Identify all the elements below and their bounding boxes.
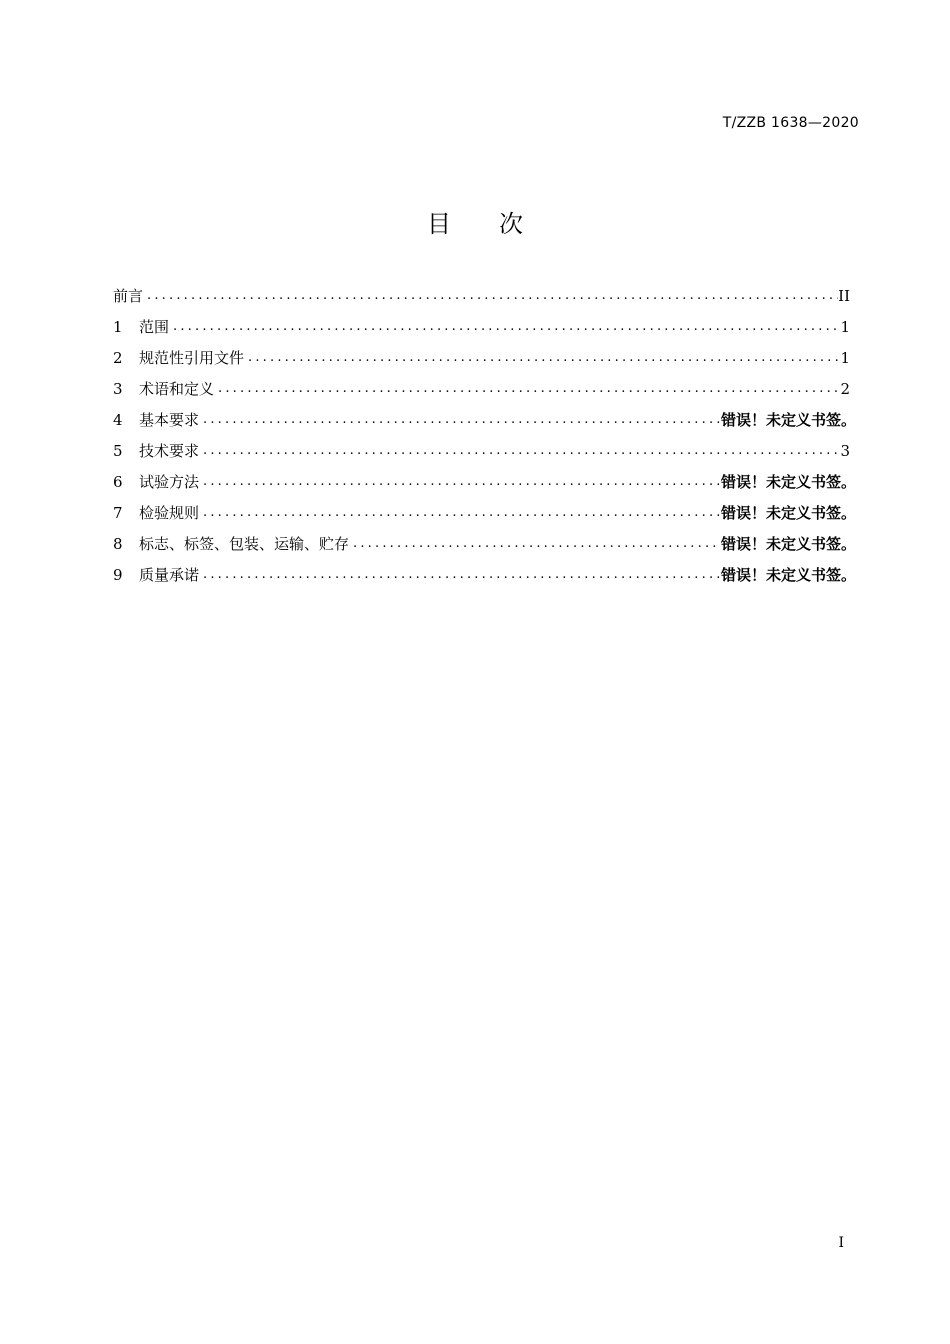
toc-item-label: 技术要求 (139, 442, 200, 460)
standard-code: T/ZZB 1638—2020 (722, 115, 859, 131)
toc-item-scope[interactable] (113, 311, 850, 342)
toc-leader-dots (353, 536, 721, 551)
toc-item-label: 质量承诺 (139, 566, 200, 584)
toc-item-label: 基本要求 (139, 411, 200, 429)
toc-list (113, 280, 856, 590)
toc-item-page-error: 错误！未定义书签。 (720, 504, 856, 522)
toc-item-page: II (838, 286, 850, 305)
toc-item-page-error: 错误！未定义书签。 (720, 566, 856, 584)
toc-item-page-error: 错误！未定义书签。 (720, 473, 856, 491)
toc-leader-dots (147, 288, 838, 303)
toc-item-label: 试验方法 (139, 473, 200, 491)
toc-leader-dots (248, 350, 840, 365)
toc-leader-dots (203, 567, 721, 582)
toc-item-marking-packaging[interactable] (113, 528, 856, 559)
toc-item-foreword[interactable] (113, 280, 850, 311)
toc-item-label: 范围 (139, 318, 170, 336)
toc-item-quality-commitment[interactable] (113, 559, 856, 590)
toc-item-number: 3 (113, 379, 123, 398)
toc-item-label: 检验规则 (139, 504, 200, 522)
toc-item-page: 3 (840, 441, 850, 460)
toc-item-number: 6 (113, 472, 123, 491)
toc-leader-dots (203, 474, 721, 489)
toc-item-page: 1 (840, 348, 850, 367)
toc-leader-dots (203, 412, 721, 427)
toc-title: 目 次 (427, 210, 523, 238)
toc-item-label: 前言 (113, 287, 144, 305)
toc-leader-dots (203, 505, 721, 520)
toc-item-label: 标志、标签、包装、运输、贮存 (139, 535, 350, 553)
toc-item-test-methods[interactable] (113, 466, 856, 497)
toc-item-number: 5 (113, 441, 123, 460)
toc-item-number: 2 (113, 348, 123, 367)
toc-item-basic-requirements[interactable] (113, 404, 856, 435)
toc-item-number: 4 (113, 410, 123, 429)
toc-item-number: 9 (113, 565, 123, 584)
toc-item-label: 规范性引用文件 (139, 349, 245, 367)
toc-item-page-error: 错误！未定义书签。 (720, 535, 856, 553)
toc-item-page-error: 错误！未定义书签。 (720, 411, 856, 429)
toc-item-number: 8 (113, 534, 123, 553)
toc-leader-dots (218, 381, 840, 396)
toc-leader-dots (203, 443, 840, 458)
toc-item-technical-requirements[interactable] (113, 435, 850, 466)
toc-item-normative-references[interactable] (113, 342, 850, 373)
page-number: I (838, 1235, 844, 1251)
toc-leader-dots (173, 319, 840, 334)
toc-item-page: 1 (840, 317, 850, 336)
toc-item-label: 术语和定义 (139, 380, 215, 398)
toc-item-number: 7 (113, 503, 123, 522)
toc-item-number: 1 (113, 317, 123, 336)
toc-item-page: 2 (840, 379, 850, 398)
toc-item-terms-definitions[interactable] (113, 373, 850, 404)
toc-item-inspection-rules[interactable] (113, 497, 856, 528)
